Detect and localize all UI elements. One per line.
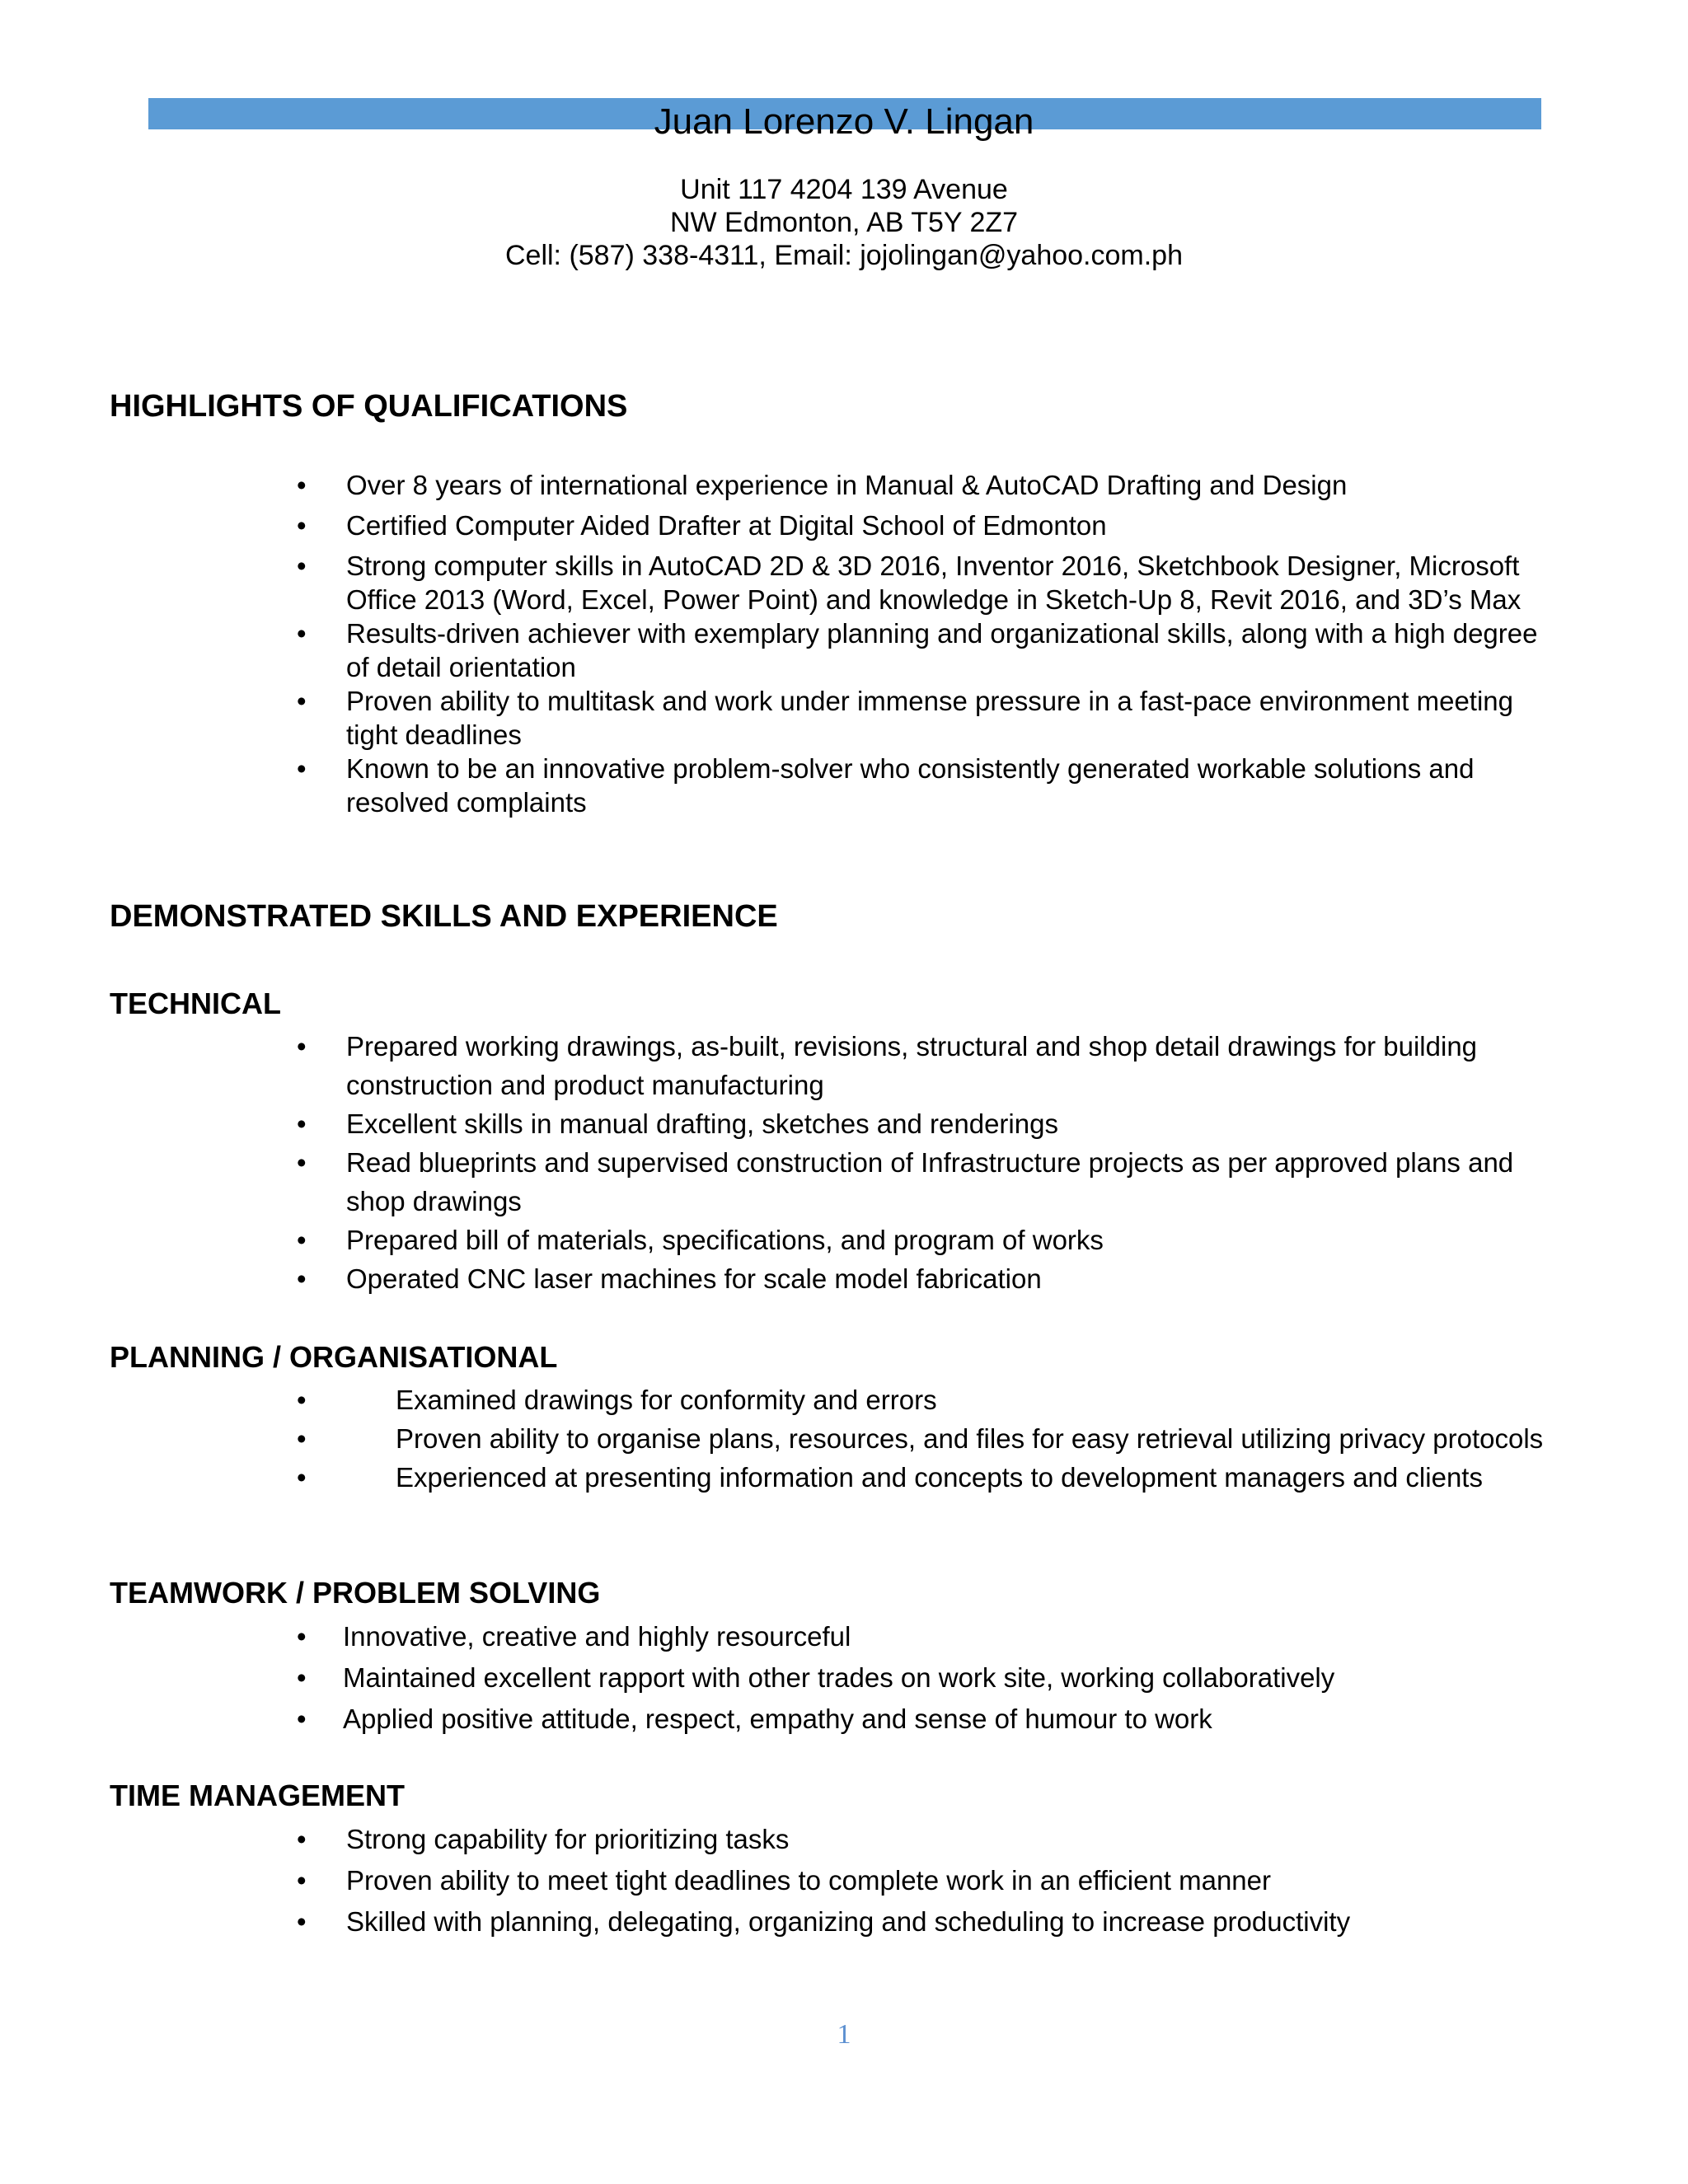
address-line-2: NW Edmonton, AB T5Y 2Z7 xyxy=(669,207,1019,238)
list-item: • Strong computer skills in AutoCAD 2D & 3D 2016, Inventor 2016, Sketchbook Designer, Microsoft Office 2013 (Word, Excel, Power Point) and knowledge in Sketch-Up 8, Revit 2016, and 3D’s Max xyxy=(297,551,1522,615)
list-item: • Known to be an innovative problem-solver who consistently generated workable solutions and resolved complaints xyxy=(297,753,1475,818)
time-list xyxy=(297,1819,1550,1943)
list-item: • Experienced at presenting information and concepts to development managers and clients xyxy=(297,1462,1483,1493)
list-item: • Proven ability to organise plans, resources, and files for easy retrieval utilizing privacy protocols xyxy=(297,1423,1544,1454)
teamwork-list xyxy=(297,1616,1550,1740)
list-item: • Maintained excellent rapport with other trades on work site, working collaboratively xyxy=(297,1662,1335,1693)
address-line-1: Unit 117 4204 139 Avenue xyxy=(680,174,1008,205)
list-item: • Innovative, creative and highly resourceful xyxy=(297,1621,851,1652)
list-item: • Strong capability for prioritizing tasks xyxy=(297,1824,790,1854)
planning-list xyxy=(297,1380,1550,1497)
list-item: • Operated CNC laser machines for scale model fabrication xyxy=(297,1263,1042,1294)
skills-title: DEMONSTRATED SKILLS AND EXPERIENCE xyxy=(110,899,778,934)
list-item: • Proven ability to multitask and work under immense pressure in a fast-pace environment meeting tight deadlines xyxy=(297,686,1514,750)
contact-line: Cell: (587) 338-4311, Email: jojolingan@yahoo.com.ph xyxy=(504,240,1183,271)
highlights-title: HIGHLIGHTS OF QUALIFICATIONS xyxy=(110,389,628,424)
list-item: • Results-driven achiever with exemplary planning and organizational skills, along with a high degree of detail orientation xyxy=(297,618,1538,682)
list-item: • Prepared bill of materials, specifications, and program of works xyxy=(297,1225,1104,1255)
planning-title: PLANNING / ORGANISATIONAL xyxy=(110,1340,558,1374)
contact-block xyxy=(0,173,1688,272)
list-item: • Skilled with planning, delegating, organizing and scheduling to increase productivity xyxy=(297,1906,1351,1937)
list-item: • Over 8 years of international experience in Manual & AutoCAD Drafting and Design xyxy=(297,470,1348,500)
list-item: • Prepared working drawings, as-built, revisions, structural and shop detail drawings for building construction and product manufacturing xyxy=(297,1031,1478,1100)
page-number: 1 xyxy=(837,2019,851,2050)
list-item: • Applied positive attitude, respect, empathy and sense of humour to work xyxy=(297,1704,1212,1734)
list-item: • Proven ability to meet tight deadlines to complete work in an efficient manner xyxy=(297,1865,1271,1896)
time-title: TIME MANAGEMENT xyxy=(110,1779,405,1812)
technical-list xyxy=(297,1027,1550,1298)
list-item: • Read blueprints and supervised construction of Infrastructure projects as per approved plans and shop drawings xyxy=(297,1147,1514,1216)
technical-title: TECHNICAL xyxy=(110,987,281,1020)
list-item: • Examined drawings for conformity and errors xyxy=(297,1385,937,1415)
list-item: • Certified Computer Aided Drafter at Digital School of Edmonton xyxy=(297,510,1107,541)
highlights-list xyxy=(297,468,1550,819)
candidate-name: Juan Lorenzo V. Lingan xyxy=(654,101,1034,142)
teamwork-title: TEAMWORK / PROBLEM SOLVING xyxy=(110,1576,601,1610)
list-item: • Excellent skills in manual drafting, sketches and renderings xyxy=(297,1108,1058,1139)
